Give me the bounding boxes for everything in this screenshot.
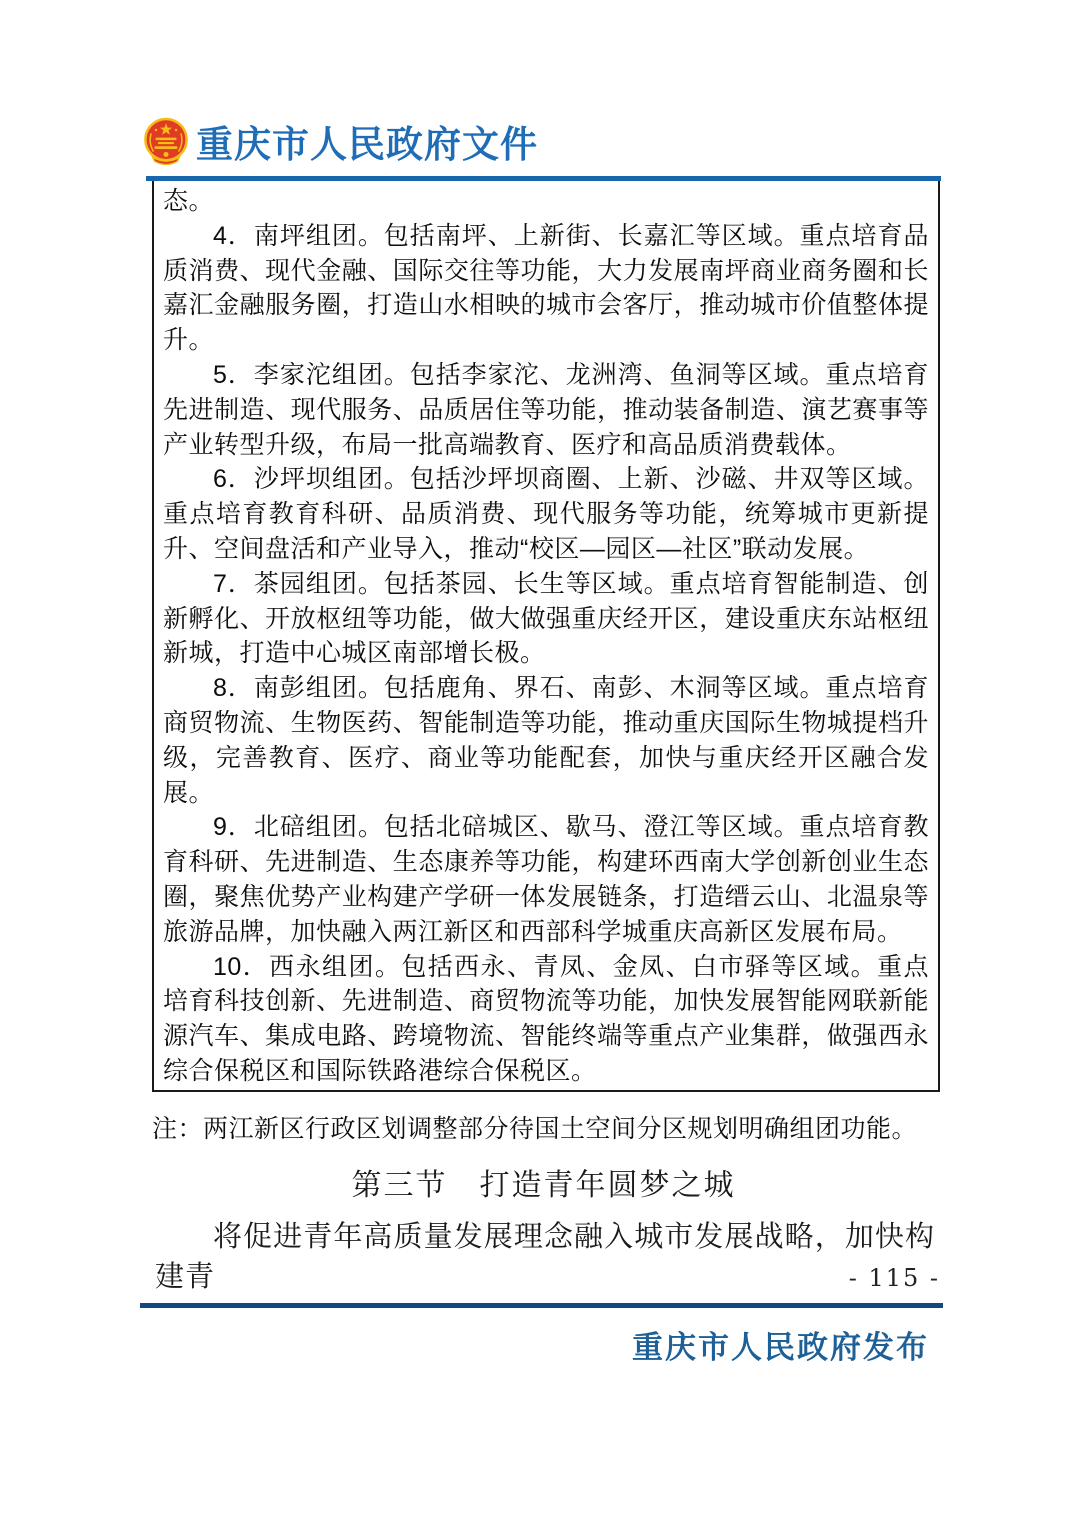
box-paragraph: 5．李家沱组团。包括李家沱、龙洲湾、鱼洞等区域。重点培育先进制造、现代服务、品质居住等功能，推动装备制造、演艺赛事等产业转型升级，布局一批高端教育、医疗和高品质消费载体。: [163, 360, 929, 459]
box-paragraph: 7．茶园组团。包括茶园、长生等区域。重点培育智能制造、创新孵化、开放枢纽等功能，做大做强重庆经开区，建设重庆东站枢纽新城，打造中心城区南部增长极。: [163, 569, 929, 668]
box-paragraph: 9．北碚组团。包括北碚城区、歇马、澄江等区域。重点培育教育科研、先进制造、生态康养等功能，构建环西南大学创新创业生态圈，聚焦优势产业构建产学研一体发展链条，打造缙云山、北温泉等旅游品牌，加快融入两江新区和西部科学城重庆高新区发展布局。: [163, 813, 929, 946]
footnote: 注：两江新区行政区划调整部分待国土空间分区规划明确组团功能。: [152, 1115, 918, 1143]
box-paragraph: 10．西永组团。包括西永、青凤、金凤、白市驿等区域。重点培育科技创新、先进制造、商贸物流等功能，加快发展智能网联新能源汽车、集成电路、跨境物流、智能终端等重点产业集群，做强西永综合保税区和国际铁路港综合保税区。: [163, 952, 929, 1085]
box-paragraph: 4．南坪组团。包括南坪、上新街、长嘉汇等区域。重点培育品质消费、现代金融、国际交往等功能，大力发展南坪商业商务圈和长嘉汇金融服务圈，打造山水相映的城市会客厅，推动城市价值整体提升。: [163, 221, 929, 355]
section-body-paragraph: 将促进青年高质量发展理念融入城市发展战略，加快构建青: [155, 1219, 935, 1293]
document-title: 重庆市人民政府文件: [196, 125, 538, 166]
content-box: [152, 181, 940, 1092]
publisher-label: 重庆市人民政府发布: [632, 1330, 929, 1365]
box-paragraph: 6．沙坪坝组团。包括沙坪坝商圈、上新、沙磁、井双等区域。重点培育教育科研、品质消费、现代服务等功能，统筹城市更新提升、空间盘活和产业导入，推动“校区—园区—社区”联动发展。: [163, 465, 929, 563]
box-text: [163, 184, 929, 1092]
box-lead-line: 态。: [163, 187, 215, 215]
footer-divider: [140, 1303, 943, 1308]
box-paragraph: [163, 1089, 929, 1092]
box-paragraph: 8．南彭组团。包括鹿角、界石、南彭、木洞等区域。重点培育商贸物流、生物医药、智能制造等功能，推动重庆国际生物城提档升级，完善教育、医疗、商业等功能配套，加快与重庆经开区融合发展。: [163, 674, 929, 807]
section-title: 第三节 打造青年圆梦之城: [351, 1168, 736, 1203]
page-number: - 115 -: [848, 1264, 940, 1292]
national-emblem-icon: [143, 117, 189, 166]
document-header: [143, 114, 538, 168]
